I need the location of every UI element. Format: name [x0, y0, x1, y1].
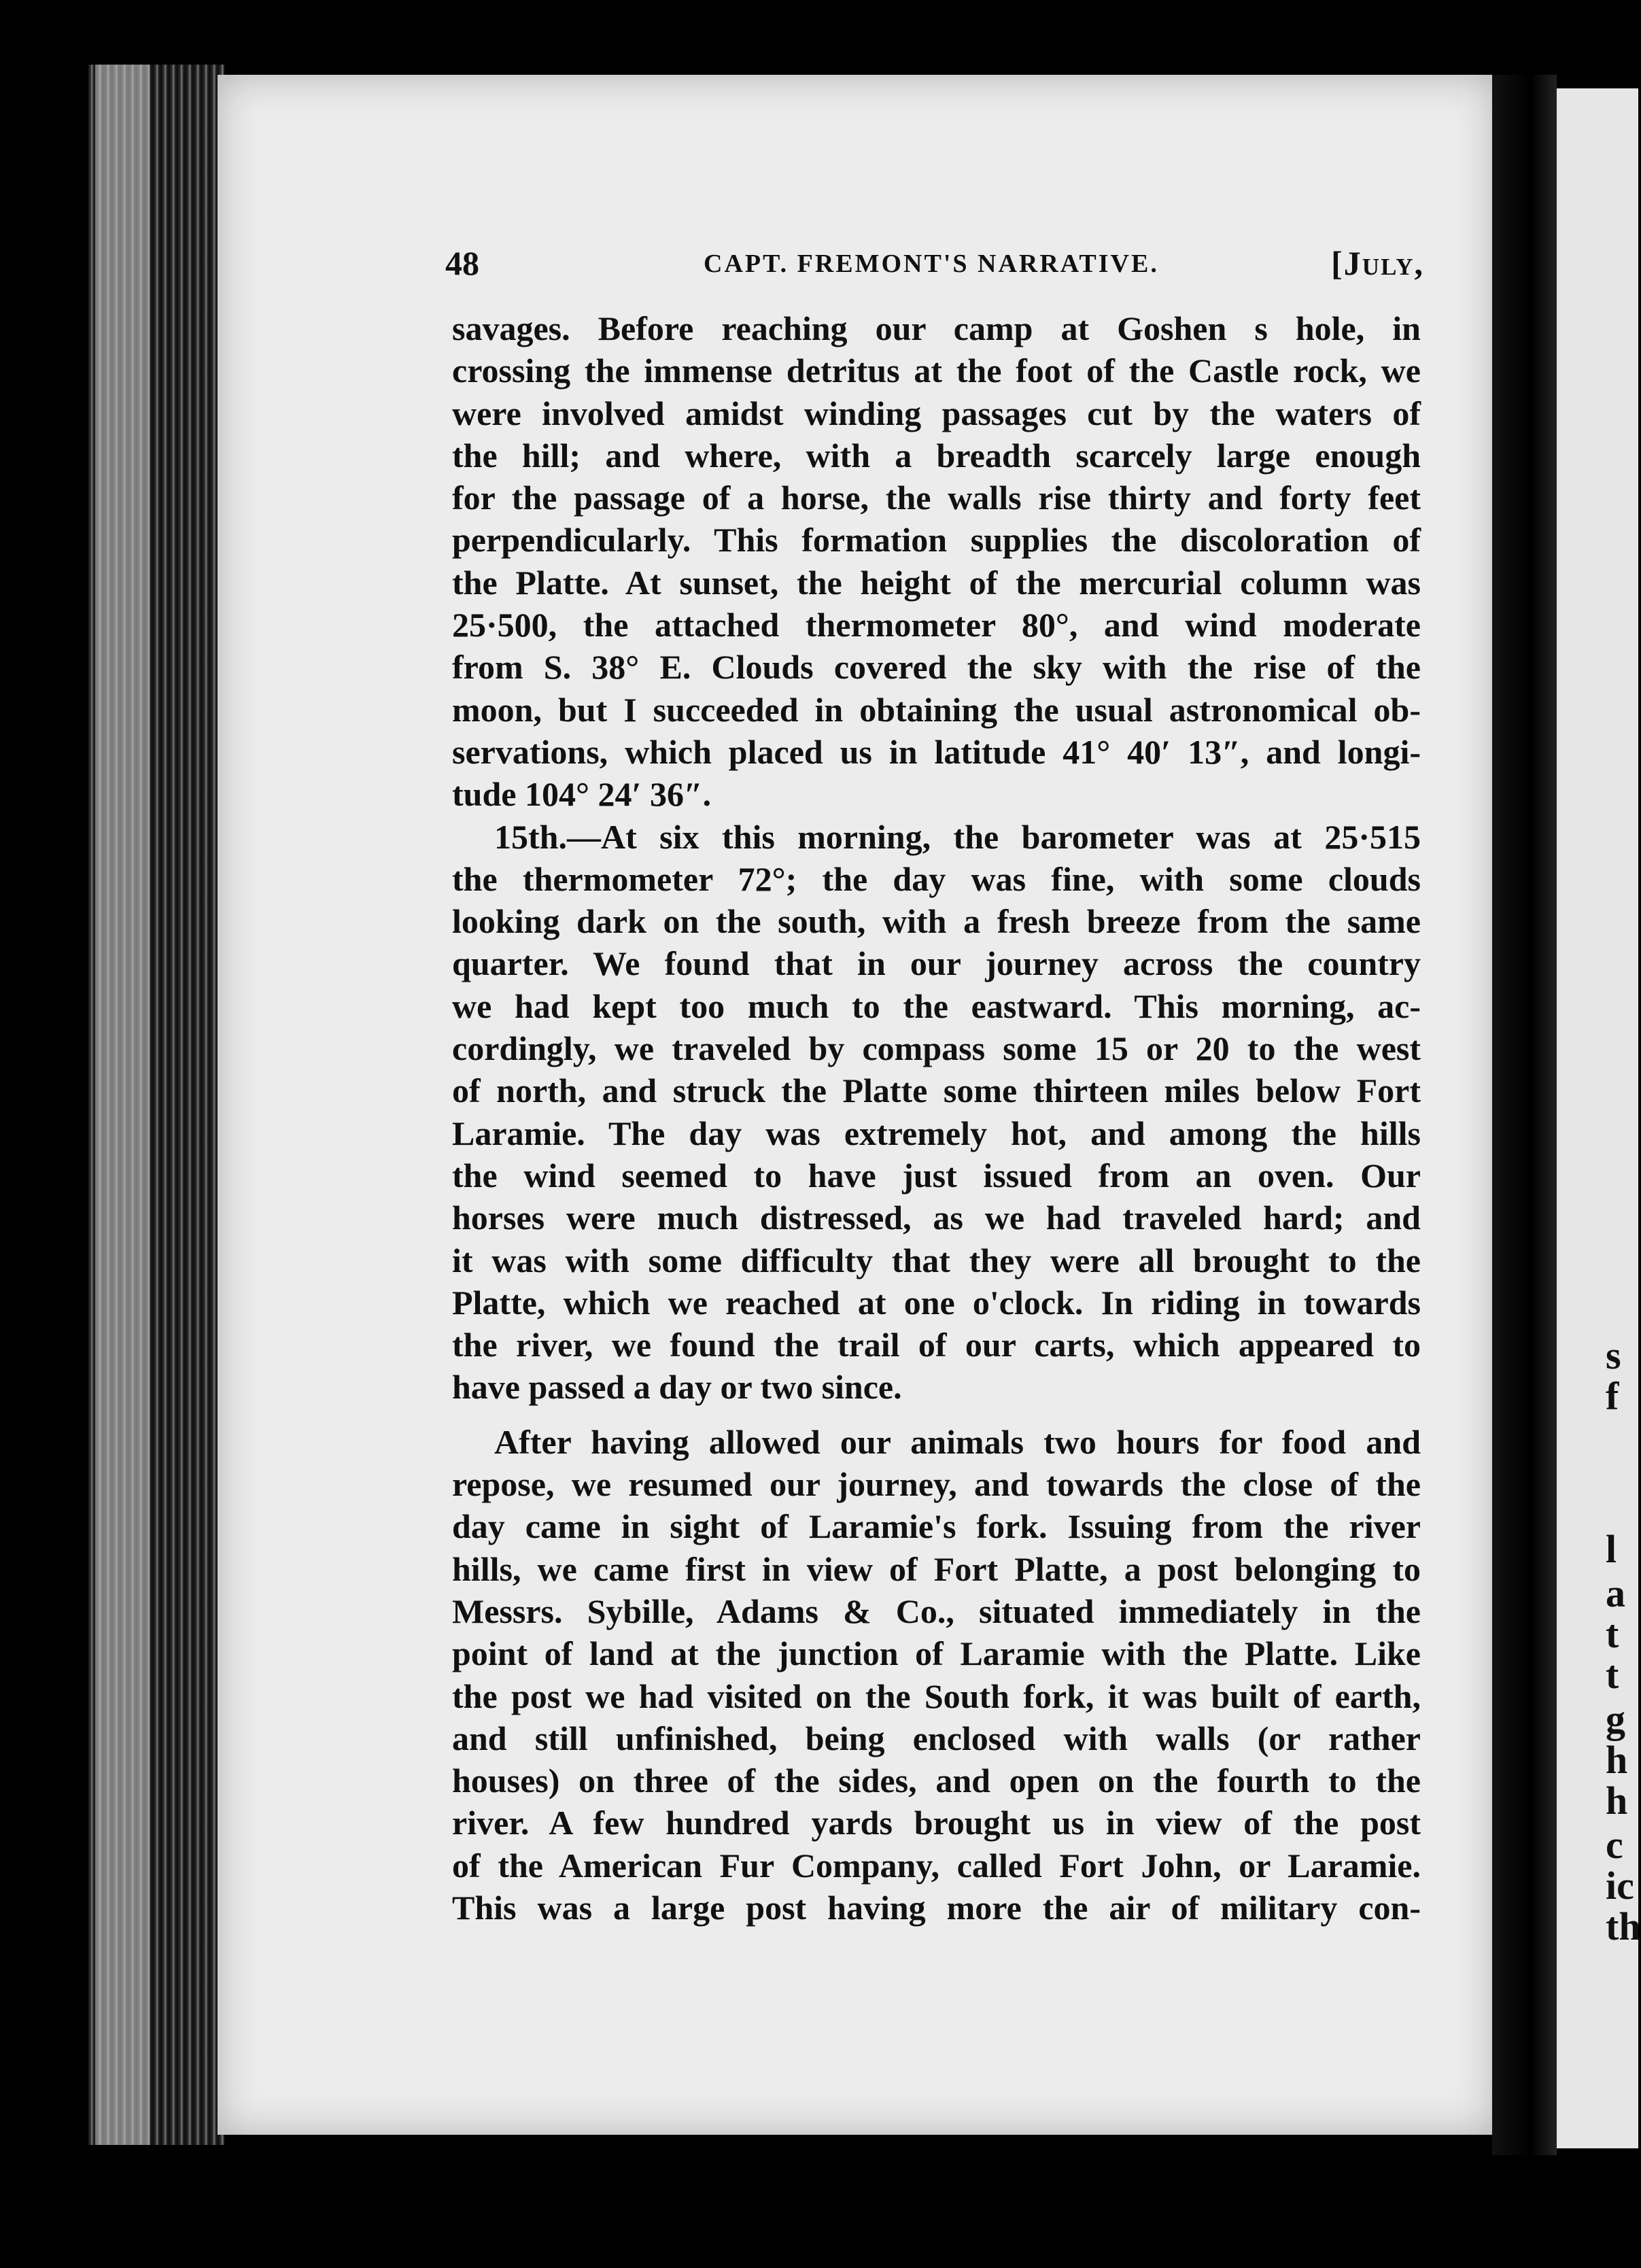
adjacent-page-fragment: h [1606, 1779, 1628, 1823]
adjacent-page-fragment: ic [1606, 1863, 1634, 1908]
text-line: and still unfinished, being enclosed with walls (or rather [452, 1719, 1421, 1757]
adjacent-page-fragment: f [1606, 1374, 1619, 1418]
text-line: savages. Before reaching our camp at Goshen s hole, in [452, 309, 1421, 347]
text-line: tude 104° 24′ 36″. [452, 775, 712, 814]
page-number: 48 [445, 244, 479, 282]
text-line: moon, but I succeeded in obtaining the usual astronomical ob- [452, 690, 1421, 729]
text-line: crossing the immense detritus at the foot of the Castle rock, we [452, 351, 1421, 390]
running-header [445, 243, 1424, 284]
text-line: the post we had visited on the South fork, it was built of earth, [452, 1677, 1421, 1715]
text-line: 25·500, the attached thermometer 80°, and wind moderate [452, 606, 1421, 645]
text-line: the hill; and where, with a breadth scarcely large enough [452, 436, 1421, 475]
section-label: [July, [1331, 244, 1424, 282]
text-line: horses were much distressed, as we had traveled hard; and [452, 1199, 1421, 1237]
text-line: we had kept too much to the eastward. This morning, ac- [452, 986, 1421, 1025]
text-line: the river, we found the trail of our carts, which appeared to [452, 1326, 1421, 1364]
text-line: from S. 38° E. Clouds covered the sky with the rise of the [452, 648, 1421, 687]
text-line: houses) on three of the sides, and open on the fourth to the [452, 1762, 1421, 1800]
adjacent-page [1557, 88, 1641, 2148]
text-line: Platte, which we reached at one o'clock. In riding in towards [452, 1283, 1421, 1322]
text-line: were involved amidst winding passages cut by the waters of [452, 394, 1421, 432]
adjacent-page-fragment: c [1606, 1823, 1623, 1867]
text-line: the thermometer 72°; the day was fine, with some clouds [452, 859, 1421, 898]
adjacent-page-fragment: g [1606, 1697, 1625, 1741]
text-line: Messrs. Sybille, Adams & Co., situated immediately in the [452, 1592, 1421, 1630]
text-line: of the American Fur Company, called Fort John, or Laramie. [452, 1846, 1421, 1885]
text-line: the wind seemed to have just issued from an oven. Our [452, 1156, 1421, 1195]
text-line: After having allowed our animals two hours for food and [494, 1422, 1421, 1461]
text-line: of north, and struck the Platte some thirteen miles below Fort [452, 1071, 1421, 1110]
text-line: have passed a day or two since. [452, 1368, 902, 1407]
text-line: quarter. We found that in our journey across the country [452, 944, 1421, 983]
text-line: This was a large post having more the air of military con- [452, 1888, 1421, 1927]
text-line: for the passage of a horse, the walls rise thirty and forty feet [452, 479, 1421, 517]
text-line: river. A few hundred yards brought us in view of the post [452, 1804, 1421, 1842]
adjacent-page-fragment: l [1606, 1527, 1617, 1571]
paragraph [452, 307, 1421, 816]
paragraph [452, 1421, 1421, 1929]
adjacent-page-fragment: t [1606, 1653, 1619, 1697]
text-line: point of land at the junction of Laramie with the Platte. Like [452, 1634, 1421, 1673]
adjacent-page-fragment: th [1606, 1904, 1641, 1948]
adjacent-page-fragment: a [1606, 1571, 1625, 1615]
text-line: servations, which placed us in latitude 41° 40′ 13″, and longi- [452, 732, 1421, 771]
page-stack-edge [95, 65, 150, 2145]
text-line: it was with some difficulty that they were all brought to the [452, 1241, 1421, 1279]
text-line: repose, we resumed our journey, and towards the close of the [452, 1465, 1421, 1504]
body-text [452, 307, 1421, 1929]
text-line: Laramie. The day was extremely hot, and among the hills [452, 1114, 1421, 1152]
text-line: perpendicularly. This formation supplies the discoloration of [452, 521, 1421, 560]
page-title: CAPT. FREMONT'S NARRATIVE. [704, 250, 1159, 278]
paragraph [452, 816, 1421, 1409]
adjacent-page-fragment: h [1606, 1738, 1628, 1782]
text-line: day came in sight of Laramie's fork. Issuing from the river [452, 1507, 1421, 1546]
text-line: looking dark on the south, with a fresh breeze from the same [452, 902, 1421, 941]
text-line: 15th.—At six this morning, the barometer was at 25·515 [494, 817, 1421, 856]
adjacent-page-fragment: s [1606, 1333, 1621, 1377]
adjacent-page-fragment: t [1606, 1612, 1619, 1656]
book-gutter [1492, 75, 1557, 2155]
text-line: cordingly, we traveled by compass some 15 or 20 to the west [452, 1029, 1421, 1068]
text-line: the Platte. At sunset, the height of the mercurial column was [452, 563, 1421, 602]
text-line: hills, we came first in view of Fort Platte, a post belonging to [452, 1549, 1421, 1588]
